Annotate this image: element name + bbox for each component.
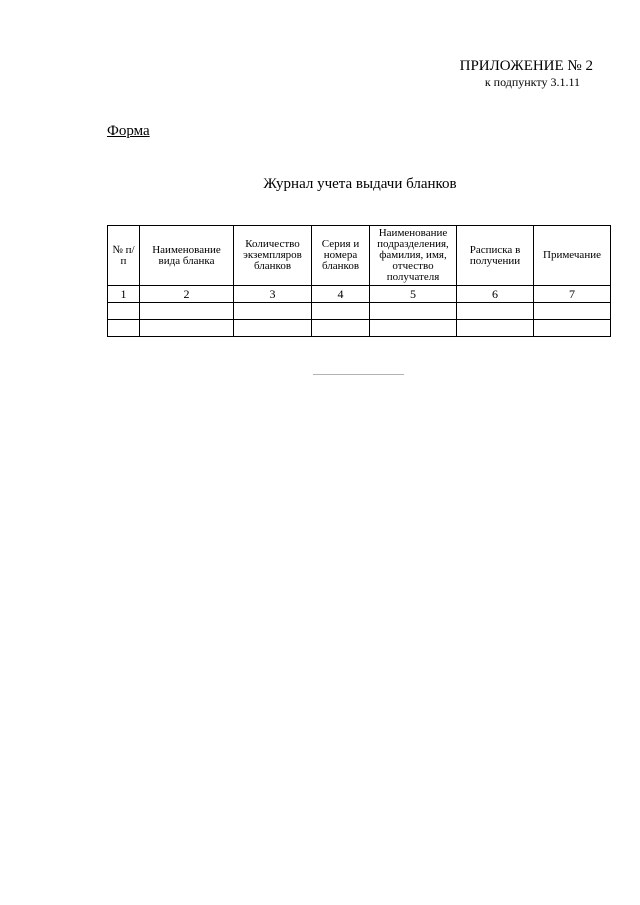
end-divider <box>313 374 404 375</box>
table-cell <box>140 303 234 320</box>
table-row <box>108 303 611 320</box>
column-number-cell: 3 <box>234 286 312 303</box>
form-label: Форма <box>107 123 150 139</box>
header-cell-form-type: Наименование вида бланка <box>140 226 234 286</box>
header-cell-number: № п/п <box>108 226 140 286</box>
header-cell-quantity: Количество экземпляров бланков <box>234 226 312 286</box>
column-number-cell: 7 <box>534 286 611 303</box>
table-cell <box>108 303 140 320</box>
table-cell <box>457 320 534 337</box>
table-cell <box>370 320 457 337</box>
appendix-subtitle: к подпункту 3.1.11 <box>484 75 580 89</box>
table-cell <box>312 320 370 337</box>
table-cell <box>312 303 370 320</box>
header-cell-series-numbers: Серия и номера бланков <box>312 226 370 286</box>
header-row <box>108 226 611 286</box>
table-cell <box>234 320 312 337</box>
header-cell-recipient: Наименование подразделения, фамилия, имя, отчество получателя <box>370 226 457 286</box>
table-cell <box>534 320 611 337</box>
journal-table <box>107 225 611 337</box>
column-number-cell: 5 <box>370 286 457 303</box>
column-number-cell: 6 <box>457 286 534 303</box>
column-number-cell: 4 <box>312 286 370 303</box>
column-number-cell: 2 <box>140 286 234 303</box>
column-number-row <box>108 286 611 303</box>
table-cell <box>234 303 312 320</box>
table-row <box>108 320 611 337</box>
journal-title: Журнал учета выдачи бланков <box>263 176 457 192</box>
table-cell <box>370 303 457 320</box>
column-number-cell: 1 <box>108 286 140 303</box>
table-cell <box>534 303 611 320</box>
table-cell <box>108 320 140 337</box>
header-cell-receipt-signature: Расписка в получении <box>457 226 534 286</box>
table-cell <box>457 303 534 320</box>
appendix-title: ПРИЛОЖЕНИЕ № 2 <box>459 58 593 74</box>
table-cell <box>140 320 234 337</box>
header-cell-note: Примечание <box>534 226 611 286</box>
appendix-heading <box>460 58 593 89</box>
